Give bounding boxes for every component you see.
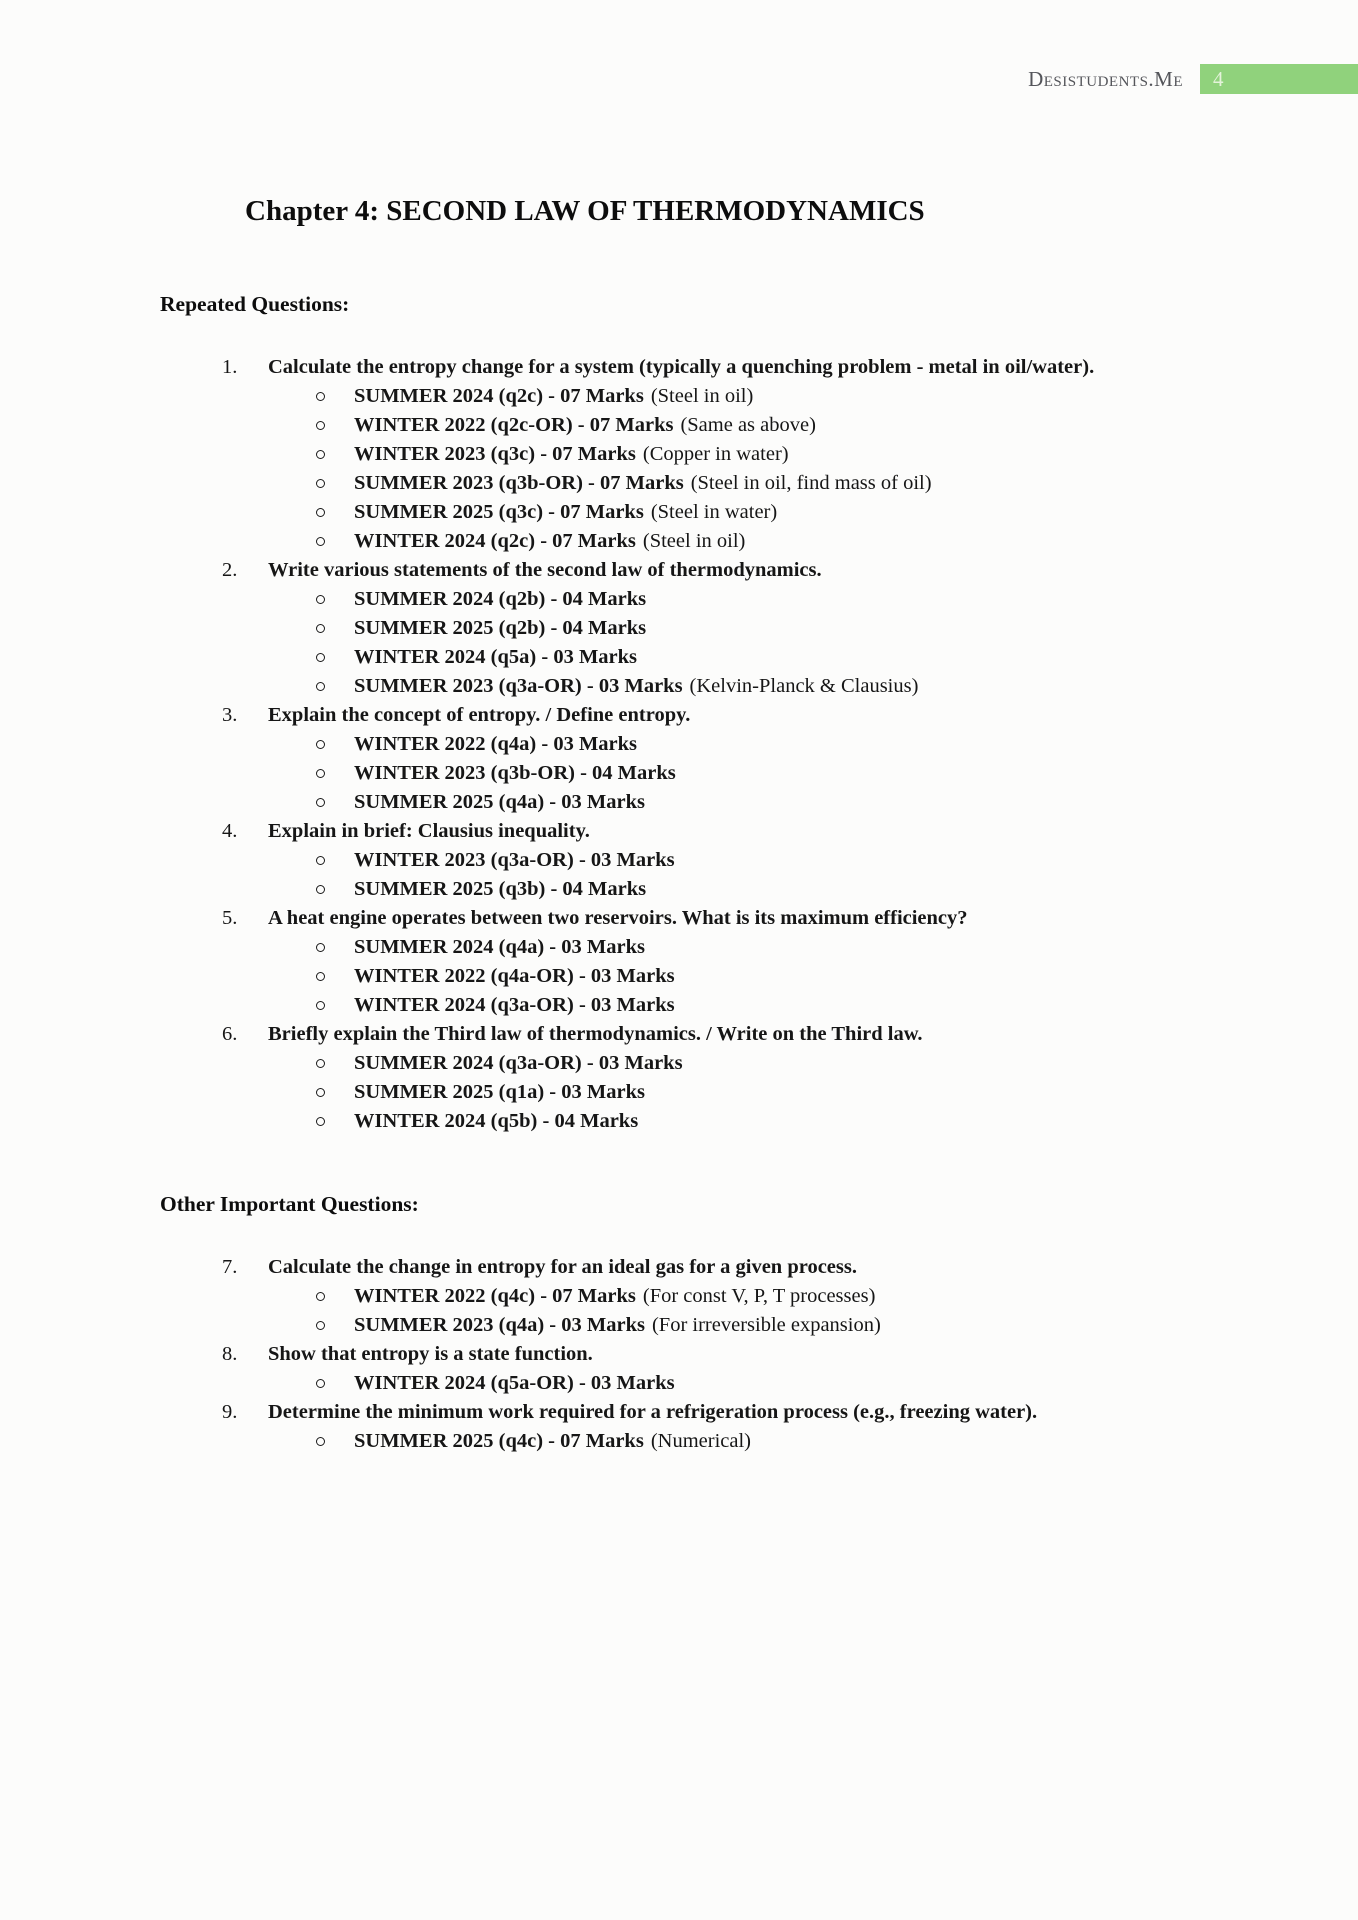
exam-occurrence-item xyxy=(316,730,1218,759)
circle-bullet-icon xyxy=(316,1427,354,1456)
exam-occurrence-text xyxy=(354,1049,1218,1078)
question-text: Write various statements of the second law of thermodynamics. xyxy=(268,559,822,581)
exam-occurrence-text xyxy=(354,1311,1218,1340)
exam-occurrence-text xyxy=(354,527,1218,556)
exam-occurrence-text xyxy=(354,1282,1218,1311)
exam-session-marks: SUMMER 2025 (q4a) - 03 Marks xyxy=(354,791,645,813)
question-number: 8. xyxy=(222,1343,238,1365)
question-number: 7. xyxy=(222,1256,238,1278)
circle-bullet-icon xyxy=(316,614,354,643)
question-number: 3. xyxy=(222,704,238,726)
exam-session-marks: SUMMER 2025 (q4c) - 07 Marks xyxy=(354,1430,644,1452)
exam-occurrence-text xyxy=(354,440,1218,469)
exam-note: (For irreversible expansion) xyxy=(651,1314,881,1336)
question-number: 6. xyxy=(222,1023,238,1045)
circle-bullet-icon xyxy=(316,933,354,962)
exam-session-marks: WINTER 2024 (q5b) - 04 Marks xyxy=(354,1110,639,1132)
section-other-important-questions xyxy=(160,1192,1218,1456)
page-number-badge xyxy=(1200,64,1358,94)
circle-bullet-icon xyxy=(316,875,354,904)
circle-bullet-icon xyxy=(316,1369,354,1398)
question-text: Show that entropy is a state function. xyxy=(268,1343,593,1365)
exam-session-marks: SUMMER 2023 (q4a) - 03 Marks xyxy=(354,1314,645,1336)
section-repeated-questions xyxy=(160,292,1218,1136)
exam-session-marks: SUMMER 2023 (q3b-OR) - 07 Marks xyxy=(354,472,684,494)
exam-occurrence-item xyxy=(316,846,1218,875)
exam-note: (Steel in water) xyxy=(650,501,778,523)
exam-occurrence-text xyxy=(354,469,1218,498)
exam-occurrence-text xyxy=(354,382,1218,411)
question-item xyxy=(160,904,1218,933)
question-item xyxy=(160,1253,1218,1282)
circle-bullet-icon xyxy=(316,672,354,701)
exam-occurrence-text xyxy=(354,962,1218,991)
section-heading: Other Important Questions: xyxy=(160,1192,419,1216)
question-number: 5. xyxy=(222,907,238,929)
exam-occurrence-text xyxy=(354,614,1218,643)
exam-occurrence-item xyxy=(316,440,1218,469)
exam-occurrence-text xyxy=(354,1369,1218,1398)
exam-occurrence-item xyxy=(316,991,1218,1020)
question-text: Calculate the entropy change for a system (typically a quenching problem - metal in oil/water). xyxy=(268,356,1095,378)
exam-occurrence-text xyxy=(354,875,1218,904)
exam-note: (Steel in oil) xyxy=(650,385,754,407)
exam-note: (Kelvin-Planck & Clausius) xyxy=(689,675,919,697)
questions-list xyxy=(160,1253,1218,1456)
exam-occurrence-text xyxy=(354,498,1218,527)
exam-occurrence-item xyxy=(316,527,1218,556)
question-item xyxy=(160,1398,1218,1427)
exam-occurrence-item xyxy=(316,1049,1218,1078)
circle-bullet-icon xyxy=(316,469,354,498)
exam-session-marks: SUMMER 2024 (q2c) - 07 Marks xyxy=(354,385,644,407)
exam-session-marks: SUMMER 2025 (q2b) - 04 Marks xyxy=(354,617,647,639)
exam-occurrence-text xyxy=(354,411,1218,440)
questions-list xyxy=(160,353,1218,1136)
question-item xyxy=(160,1020,1218,1049)
exam-session-marks: WINTER 2023 (q3b-OR) - 04 Marks xyxy=(354,762,676,784)
exam-occurrence-item xyxy=(316,759,1218,788)
exam-session-marks: WINTER 2022 (q4a) - 03 Marks xyxy=(354,733,638,755)
site-name: Desistudents.Me xyxy=(1028,66,1183,91)
exam-occurrence-item xyxy=(316,1078,1218,1107)
exam-occurrence-text xyxy=(354,672,1218,701)
exam-note: (Same as above) xyxy=(680,414,816,436)
question-text: A heat engine operates between two reservoirs. What is its maximum efficiency? xyxy=(268,907,968,929)
exam-session-marks: WINTER 2024 (q5a) - 03 Marks xyxy=(354,646,638,668)
question-number: 2. xyxy=(222,559,238,581)
exam-occurrence-item xyxy=(316,1369,1218,1398)
exam-session-marks: WINTER 2023 (q3a-OR) - 03 Marks xyxy=(354,849,675,871)
exam-session-marks: WINTER 2023 (q3c) - 07 Marks xyxy=(354,443,636,465)
circle-bullet-icon xyxy=(316,1078,354,1107)
circle-bullet-icon xyxy=(316,1282,354,1311)
exam-occurrence-item xyxy=(316,585,1218,614)
exam-session-marks: WINTER 2024 (q2c) - 07 Marks xyxy=(354,530,636,552)
question-text: Explain in brief: Clausius inequality. xyxy=(268,820,590,842)
exam-session-marks: SUMMER 2023 (q3a-OR) - 03 Marks xyxy=(354,675,683,697)
exam-occurrence-item xyxy=(316,614,1218,643)
exam-occurrence-text xyxy=(354,991,1218,1020)
exam-session-marks: SUMMER 2024 (q2b) - 04 Marks xyxy=(354,588,647,610)
question-number: 1. xyxy=(222,356,238,378)
exam-session-marks: WINTER 2022 (q4c) - 07 Marks xyxy=(354,1285,636,1307)
exam-occurrence-item xyxy=(316,788,1218,817)
exam-occurrence-item xyxy=(316,1427,1218,1456)
exam-occurrence-text xyxy=(354,643,1218,672)
exam-session-marks: WINTER 2022 (q4a-OR) - 03 Marks xyxy=(354,965,675,987)
exam-occurrence-item xyxy=(316,1107,1218,1136)
exam-session-marks: WINTER 2024 (q3a-OR) - 03 Marks xyxy=(354,994,675,1016)
circle-bullet-icon xyxy=(316,788,354,817)
exam-occurrence-item xyxy=(316,962,1218,991)
exam-occurrence-item xyxy=(316,498,1218,527)
exam-occurrence-item xyxy=(316,411,1218,440)
exam-note: (Steel in oil, find mass of oil) xyxy=(690,472,932,494)
exam-session-marks: SUMMER 2025 (q3c) - 07 Marks xyxy=(354,501,644,523)
circle-bullet-icon xyxy=(316,1107,354,1136)
circle-bullet-icon xyxy=(316,1049,354,1078)
exam-occurrence-item xyxy=(316,933,1218,962)
question-item xyxy=(160,701,1218,730)
question-text: Determine the minimum work required for a refrigeration process (e.g., freezing water). xyxy=(268,1401,1038,1423)
circle-bullet-icon xyxy=(316,962,354,991)
circle-bullet-icon xyxy=(316,498,354,527)
circle-bullet-icon xyxy=(316,991,354,1020)
exam-note: (Numerical) xyxy=(650,1430,751,1452)
question-text: Briefly explain the Third law of thermodynamics. / Write on the Third law. xyxy=(268,1023,923,1045)
circle-bullet-icon xyxy=(316,1311,354,1340)
question-text: Explain the concept of entropy. / Define entropy. xyxy=(268,704,691,726)
question-number: 9. xyxy=(222,1401,238,1423)
exam-occurrence-item xyxy=(316,1311,1218,1340)
question-item xyxy=(160,817,1218,846)
question-item xyxy=(160,556,1218,585)
circle-bullet-icon xyxy=(316,411,354,440)
exam-occurrence-text xyxy=(354,1107,1218,1136)
question-number: 4. xyxy=(222,820,238,842)
section-heading: Repeated Questions: xyxy=(160,292,350,316)
chapter-title: Chapter 4: SECOND LAW OF THERMODYNAMICS xyxy=(245,195,925,227)
question-item xyxy=(160,353,1218,382)
question-text: Calculate the change in entropy for an ideal gas for a given process. xyxy=(268,1256,857,1278)
circle-bullet-icon xyxy=(316,382,354,411)
circle-bullet-icon xyxy=(316,759,354,788)
exam-occurrence-text xyxy=(354,788,1218,817)
exam-occurrence-text xyxy=(354,933,1218,962)
circle-bullet-icon xyxy=(316,846,354,875)
exam-occurrence-item xyxy=(316,643,1218,672)
exam-occurrence-text xyxy=(354,846,1218,875)
exam-occurrence-text xyxy=(354,585,1218,614)
exam-session-marks: WINTER 2024 (q5a-OR) - 03 Marks xyxy=(354,1372,675,1394)
exam-note: (Copper in water) xyxy=(642,443,789,465)
exam-session-marks: SUMMER 2024 (q4a) - 03 Marks xyxy=(354,936,645,958)
exam-occurrence-item xyxy=(316,469,1218,498)
circle-bullet-icon xyxy=(316,440,354,469)
exam-session-marks: SUMMER 2024 (q3a-OR) - 03 Marks xyxy=(354,1052,683,1074)
circle-bullet-icon xyxy=(316,643,354,672)
circle-bullet-icon xyxy=(316,527,354,556)
exam-occurrence-item xyxy=(316,672,1218,701)
exam-occurrence-item xyxy=(316,382,1218,411)
exam-session-marks: WINTER 2022 (q2c-OR) - 07 Marks xyxy=(354,414,674,436)
exam-session-marks: SUMMER 2025 (q1a) - 03 Marks xyxy=(354,1081,645,1103)
exam-occurrence-text xyxy=(354,1078,1218,1107)
exam-occurrence-item xyxy=(316,875,1218,904)
page-number: 4 xyxy=(1213,66,1224,91)
exam-session-marks: SUMMER 2025 (q3b) - 04 Marks xyxy=(354,878,647,900)
exam-occurrence-item xyxy=(316,1282,1218,1311)
exam-occurrence-text xyxy=(354,1427,1218,1456)
exam-occurrence-text xyxy=(354,759,1218,788)
exam-note: (Steel in oil) xyxy=(642,530,746,552)
page-header xyxy=(1028,64,1358,94)
exam-occurrence-text xyxy=(354,730,1218,759)
exam-note: (For const V, P, T processes) xyxy=(642,1285,876,1307)
circle-bullet-icon xyxy=(316,730,354,759)
circle-bullet-icon xyxy=(316,585,354,614)
question-item xyxy=(160,1340,1218,1369)
